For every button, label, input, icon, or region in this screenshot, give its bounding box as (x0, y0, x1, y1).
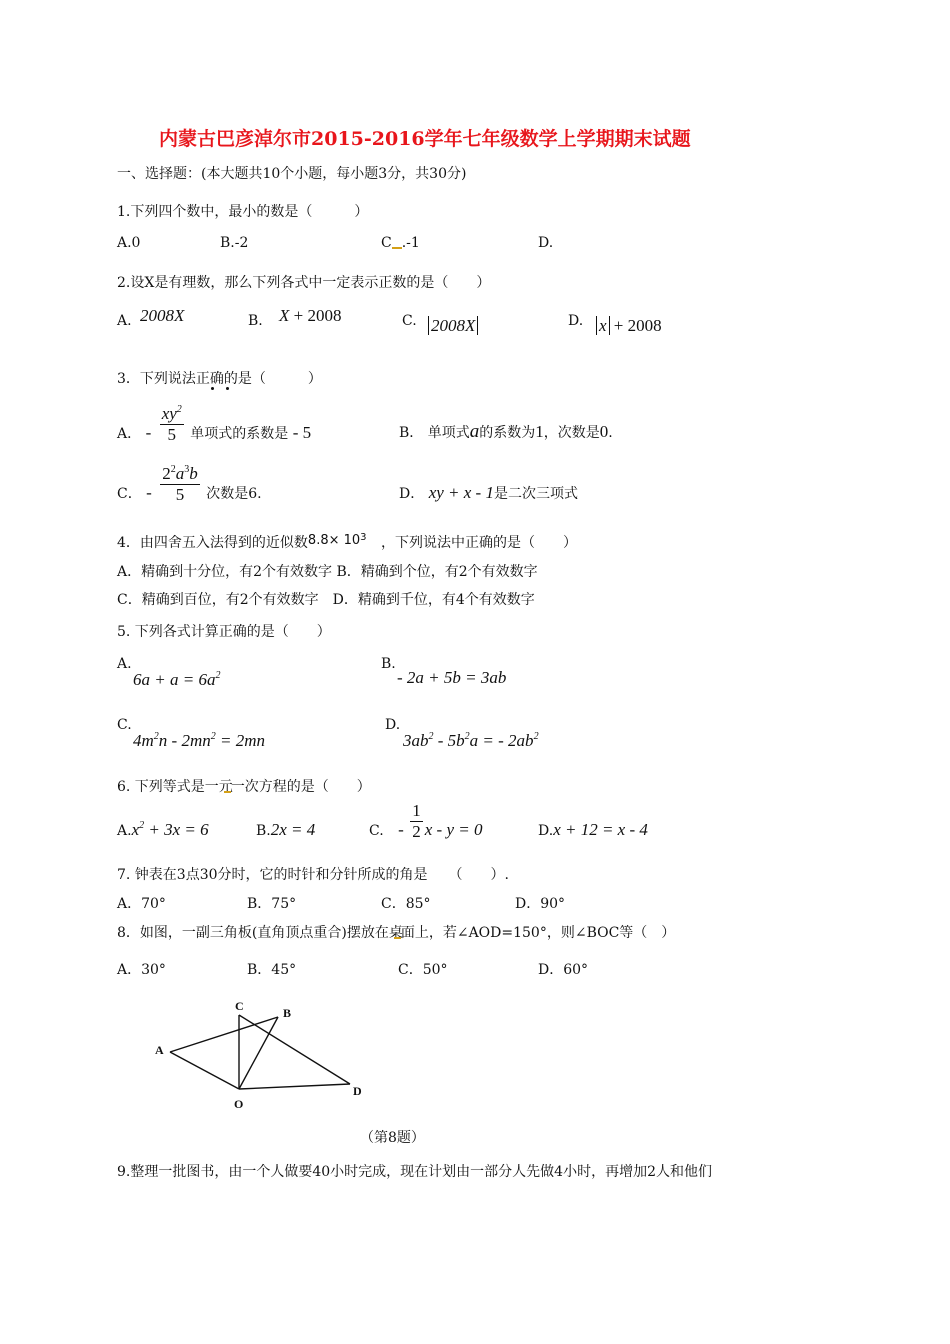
q4-stem-post: ，下列说法中正确的是（ ） (381, 535, 577, 551)
q5-d-exp1: 2 (428, 731, 434, 742)
q3-option-a-value: - 5 (292, 423, 312, 442)
q8-option-b: B．45° (247, 962, 297, 978)
q2-option-b-rest: + 2008 (289, 306, 342, 325)
emphasis-dot (226, 387, 229, 390)
q7-option-a: A．70° (117, 896, 166, 912)
q8-option-a: A．30° (117, 962, 166, 978)
q6-option-a-label: A. (117, 823, 132, 839)
q4-options-ab: A．精确到十分位，有2个有效数字 B．精确到个位，有2个有效数字 (117, 564, 538, 580)
q6-option-a-expr (132, 820, 209, 839)
q1-option-b: B.-2 (220, 235, 249, 251)
q6-option-d-label: D. (538, 823, 554, 839)
squiggle-mark (392, 244, 402, 249)
q8-stem-post: 面上，若∠AOD=150°，则∠BOC等（ ） (400, 925, 676, 941)
q8-figure-caption: （第8题） (360, 1130, 425, 1146)
q5-stem: 5. 下列各式计算正确的是（ ） (117, 624, 331, 640)
emphasis-dot (211, 387, 214, 390)
q3-option-b-label: B． (399, 425, 424, 441)
label-A: A (155, 1043, 164, 1057)
q3-c-num-2: a (175, 463, 185, 483)
q4-stem-pre: 4．由四舍五入法得到的近似数 (117, 535, 308, 551)
q1-option-c (381, 235, 420, 251)
q3-c-num-3: b (189, 463, 198, 483)
q5-d-part2: - 5b (433, 731, 465, 750)
label-C: C (235, 999, 244, 1013)
q5-option-b-expr: - 2a + 5b = 3ab (397, 668, 507, 687)
q2-option-c-label: C. (402, 313, 417, 329)
fraction-numerator (160, 464, 200, 485)
q5-option-a-math: 6a + a = 6a (133, 670, 216, 689)
q2-option-b-label: B. (248, 313, 263, 329)
q8-option-d: D．60° (538, 962, 589, 978)
q5-d-part3: a = - 2ab (469, 731, 534, 750)
q3-option-d-expr: xy + x - 1 (428, 483, 494, 502)
q8-figure-triangles (140, 995, 380, 1120)
q9-stem: 9.整理一批图书，由一个人做要40小时完成，现在计划由一部分人先做4小时，再增加2人和他们 (117, 1164, 712, 1180)
fraction-numerator (160, 404, 184, 425)
q5-option-b-label: B. (381, 656, 396, 672)
q5-option-d-label: D. (385, 717, 401, 733)
line-AO (170, 1052, 239, 1089)
fraction-denominator: 5 (175, 484, 185, 504)
q2-option-d-var: x (596, 316, 610, 335)
q3-option-b-text2: 的系数为 (479, 425, 536, 441)
q3-option-c-minus: - (146, 483, 152, 502)
q3-option-b-text1: 单项式 (427, 425, 470, 441)
q6-option-b-expr: 2x = 4 (270, 820, 316, 839)
q2-option-b-expr (279, 306, 341, 326)
q4-approx-number: 8.8× 10 (307, 533, 361, 548)
q2-stem: 2.设X是有理数，那么下列各式中一定表示正数的是（ ） (117, 275, 491, 291)
q3-c-num-1: 2 (162, 463, 171, 483)
q3-option-b-deg: 0 (599, 422, 609, 441)
q2-option-a-math: 2008X (140, 306, 185, 325)
q6-a-part1: x (131, 820, 140, 839)
q5-c-exp2: 2 (210, 731, 216, 742)
label-B: B (283, 1006, 292, 1020)
q1-option-a: A.0 (117, 235, 141, 251)
q5-option-c-label: C. (117, 717, 132, 733)
q2-option-b-var: X (279, 306, 290, 325)
squiggle-mark (394, 934, 401, 939)
q7-stem: 7. 钟表在3点30分时，它的时针和分针所成的角是 （ ）. (117, 867, 509, 883)
page-title: 内蒙古巴彦淖尔市2015-2016学年七年级数学上学期期末试题 (159, 128, 691, 150)
q3-option-b-coef: 1 (535, 422, 544, 441)
q8-option-c: C．50° (398, 962, 448, 978)
q7-option-d: D．90° (515, 896, 566, 912)
q6-stem-pre: 6. 下列等式是一元 (117, 779, 233, 795)
q3-option-a-label: A． (117, 426, 142, 442)
q3-option-b-var: a (469, 421, 480, 442)
q8-stem-pre: 8．如图，一副三角板(直角顶点重合)摆放在桌 (117, 925, 403, 941)
label-D: D (353, 1084, 362, 1098)
q6-option-c-minus: - (398, 820, 404, 839)
q3-option-b-text3: ，次数是 (543, 425, 600, 441)
q5-option-d-expr (403, 731, 539, 751)
q6-option-d-expr: x + 12 = x - 4 (553, 820, 648, 839)
q4-stem (117, 532, 577, 552)
fraction-numerator: 1 (412, 800, 421, 820)
q3-stem: 3．下列说法正确的是（ ） (117, 371, 322, 387)
q4-options-cd: C．精确到百位，有2个有效数字 D．精确到千位，有4个有效数字 (117, 592, 535, 608)
line-OD (239, 1084, 350, 1089)
q5-option-a-label: A. (117, 656, 132, 672)
q6-option-b (256, 820, 315, 840)
q1-option-c-label: C (381, 235, 392, 251)
q2-option-a-label: A. (117, 313, 132, 329)
q5-option-c-expr (133, 731, 265, 751)
q1-stem: 1.下列四个数中，最小的数是（ ） (117, 204, 369, 220)
q5-c-exp1: 2 (153, 731, 159, 742)
q5-c-part1: 4m (133, 731, 154, 750)
q3-a-num-exp: 2 (176, 403, 182, 415)
q6-stem-post: 一次方程的是（ ） (230, 779, 371, 795)
q1-option-c-value: .-1 (401, 235, 420, 251)
q4-approx-exp: 3 (360, 532, 367, 543)
q6-a-part2: + 3x = 6 (144, 820, 209, 839)
q5-d-exp2: 2 (464, 731, 470, 742)
q3-option-c-fraction (160, 464, 200, 505)
q6-option-c-label: C. (369, 823, 384, 839)
q3-option-d-label: D． (399, 486, 425, 502)
q6-option-a (117, 820, 209, 840)
line-CD (239, 1015, 350, 1084)
q3-option-a (117, 403, 312, 445)
q6-a-exp1: 2 (139, 820, 145, 831)
q5-c-part2: n - 2mn (158, 731, 211, 750)
q1-option-d: D. (538, 235, 554, 251)
q5-c-part3: = 2mn (215, 731, 265, 750)
label-O: O (234, 1097, 244, 1111)
q3-c-num-exp1: 2 (170, 463, 176, 475)
q2-option-a-expr (140, 306, 184, 326)
q7-option-b: B．75° (247, 896, 297, 912)
q5-d-part1: 3ab (403, 731, 429, 750)
q5-option-a-exp: 2 (215, 670, 221, 681)
q5-option-a-expr (133, 670, 220, 690)
q3-option-a-fraction (160, 404, 184, 445)
q3-option-d-text: 是二次三项式 (493, 486, 578, 502)
q3-option-d (399, 483, 578, 503)
q6-option-c-rest: x - y = 0 (424, 820, 483, 839)
section-heading: 一、选择题：(本大题共10个小题，每小题3分，共30分) (117, 166, 467, 182)
q8-stem (117, 922, 675, 942)
q6-option-d (538, 820, 648, 840)
q7-option-c: C．85° (381, 896, 431, 912)
q2-option-d-label: D. (568, 313, 584, 329)
q2-option-d-rest: + 2008 (609, 316, 662, 335)
q6-stem (117, 776, 371, 796)
q3-option-a-text: 单项式的系数是 (190, 426, 289, 442)
q5-d-exp3: 2 (533, 731, 539, 742)
q2-option-d-expr (596, 316, 662, 336)
q2-option-c-expr (428, 316, 478, 336)
q3-option-b: B． 单项式a的系数为1，次数是0. (399, 421, 613, 442)
fraction-denominator: 2 (412, 821, 421, 841)
q6-option-b-label: B. (256, 823, 271, 839)
q3-c-num-exp2: 3 (184, 463, 190, 475)
q2-option-c-math: 2008X (428, 316, 478, 335)
q6-option-c (369, 800, 483, 842)
q3-option-c-label: C． (117, 486, 142, 502)
q3-option-c-text: 次数是6. (206, 486, 262, 502)
q3-option-c (117, 463, 262, 505)
q3-option-a-minus: - (145, 423, 152, 442)
fraction-denominator: 5 (167, 424, 176, 444)
q6-option-c-fraction (410, 801, 423, 842)
squiggle-mark (224, 788, 231, 793)
q3-a-num: xy (161, 403, 177, 423)
